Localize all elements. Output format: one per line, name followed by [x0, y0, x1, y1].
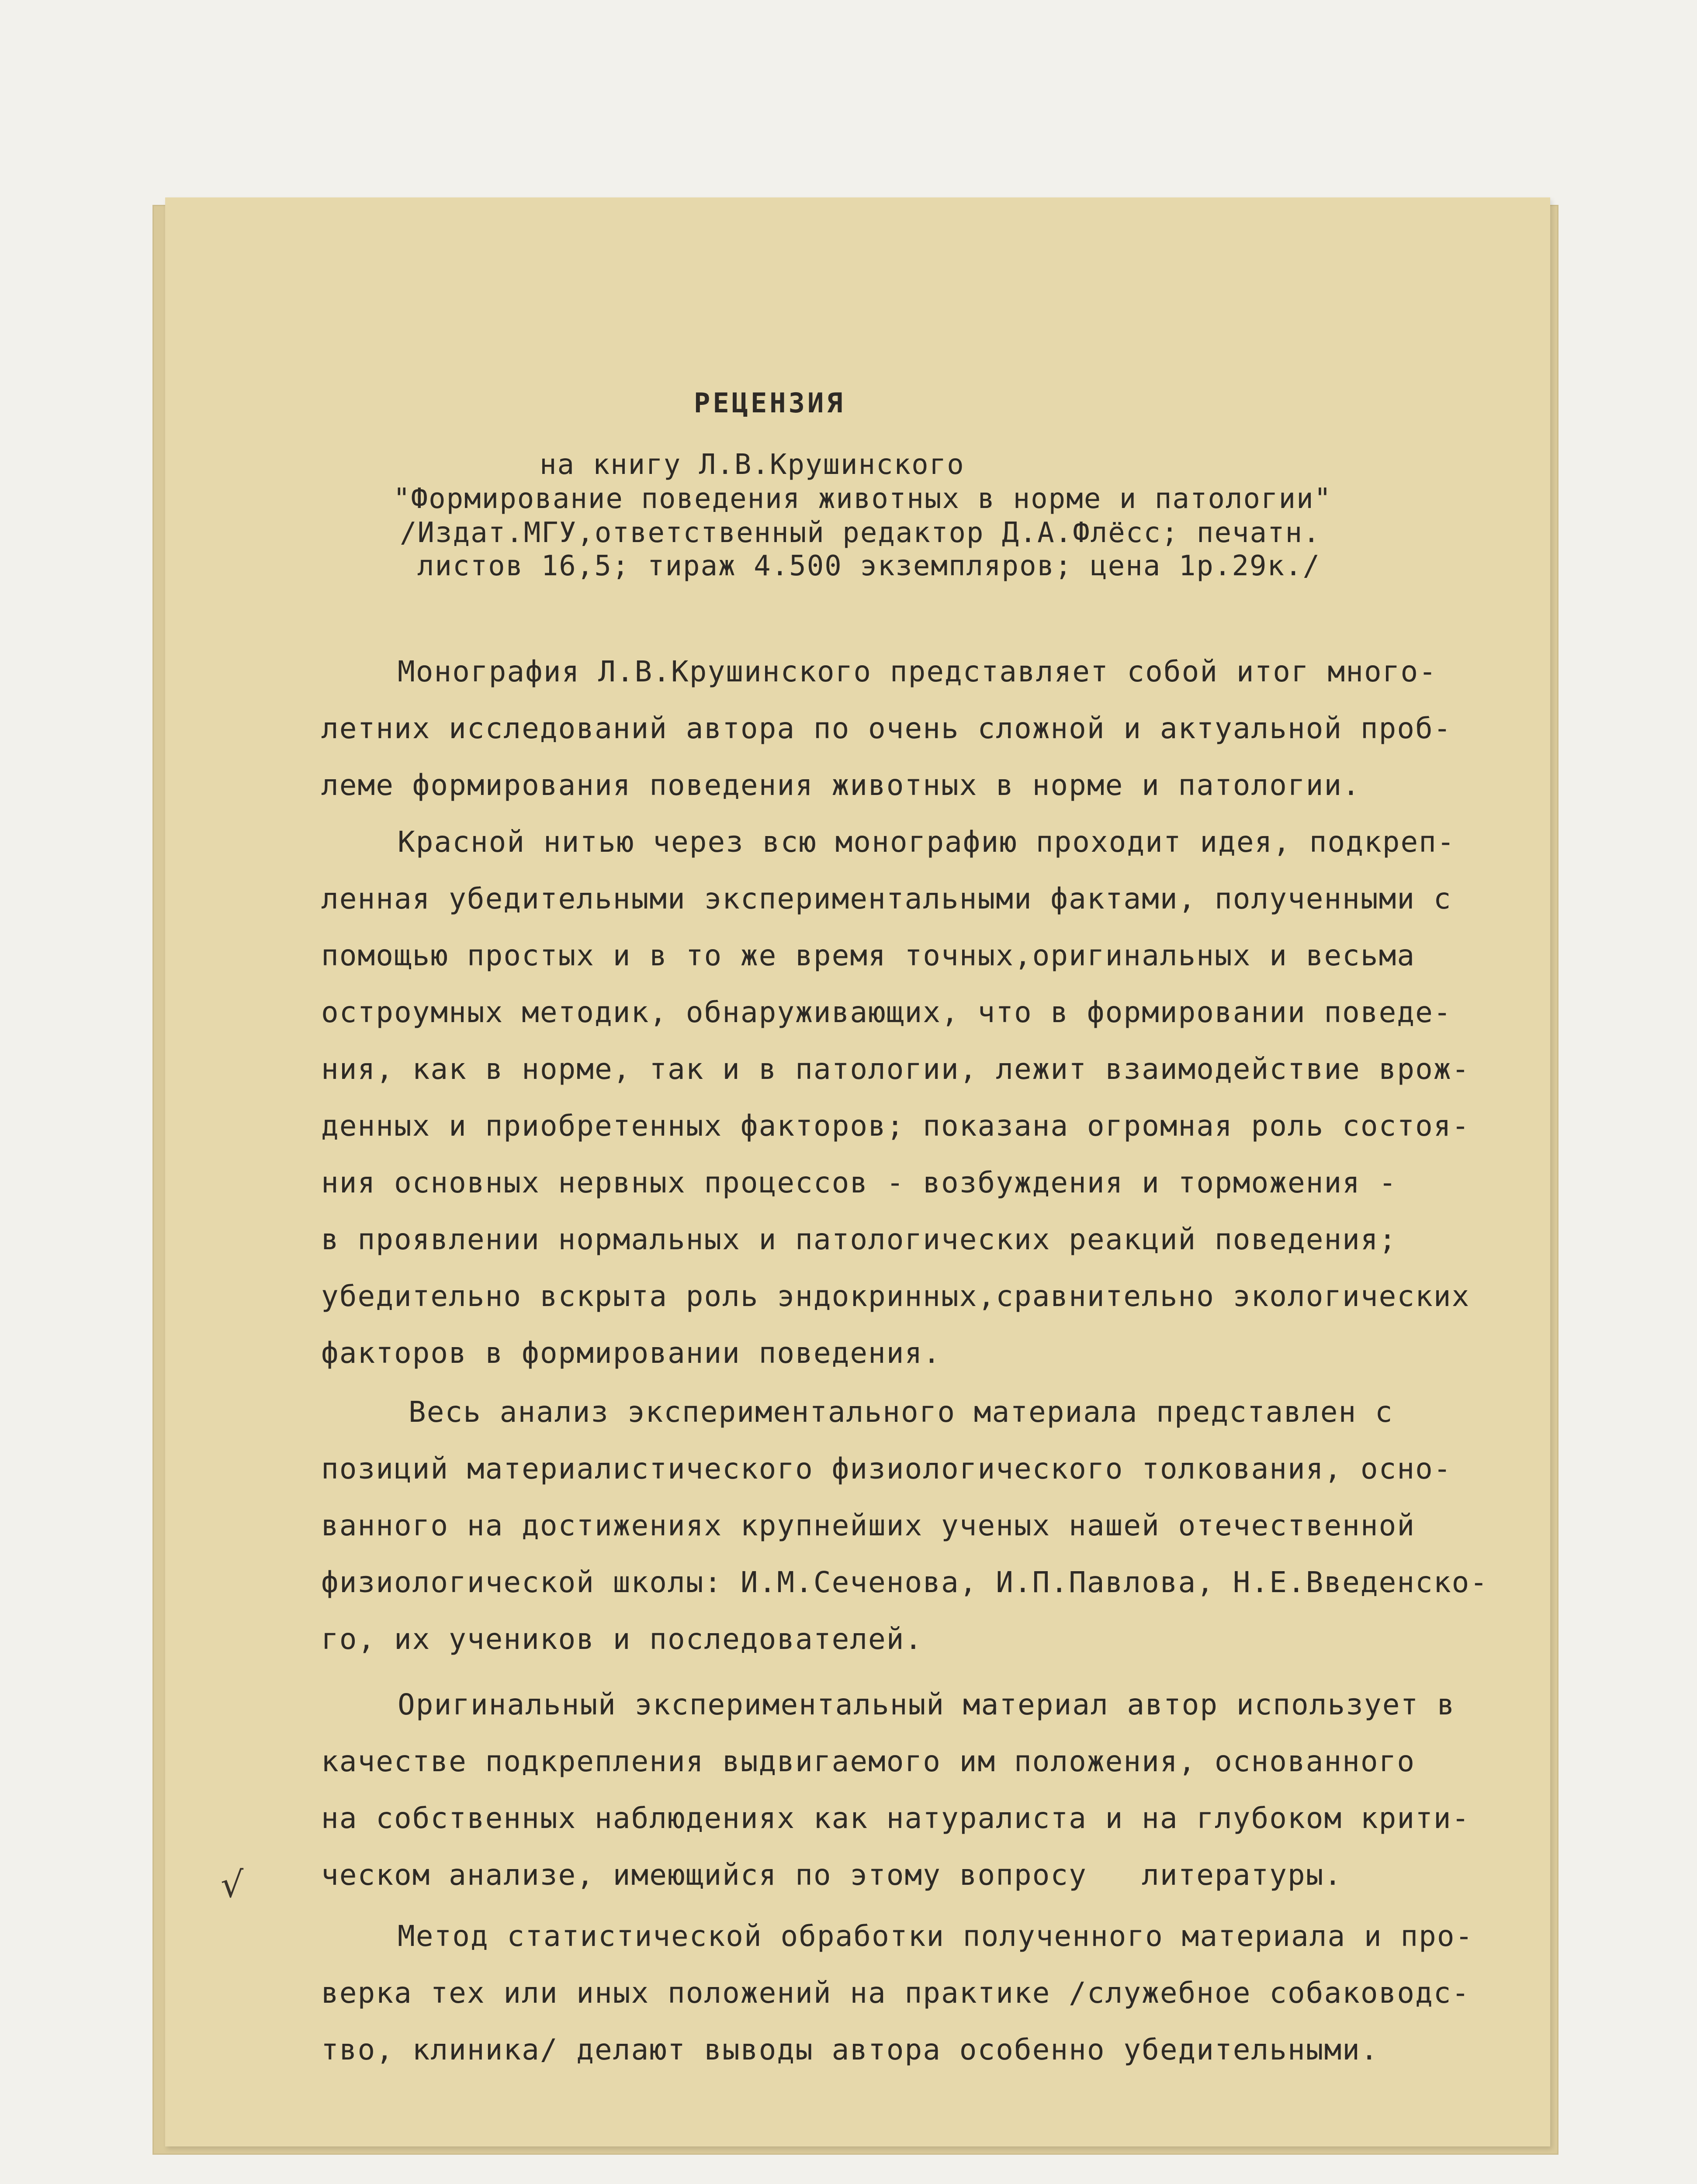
- body-line: верка тех или иных положений на практике /служебное собаководс-: [321, 1976, 1470, 2010]
- handwritten-check-mark: √: [221, 1864, 244, 1906]
- body-line: убедительно вскрыта роль эндокринных,сравнительно экологических: [321, 1279, 1470, 1313]
- body-line: остроумных методик, обнаруживающих, что в формировании поведе-: [321, 995, 1452, 1029]
- body-line: леме формирования поведения животных в норме и патологии.: [321, 768, 1361, 802]
- subtitle-line: листов 16,5; тираж 4.500 экземпляров; цена 1р.29к./: [417, 550, 1321, 582]
- body-line: качестве подкрепления выдвигаемого им положения, основанного: [321, 1745, 1416, 1778]
- body-line: го, их учеников и последователей.: [321, 1622, 923, 1656]
- body-line: физиологической школы: И.М.Сеченова, И.П.Павлова, Н.Е.Введенско-: [321, 1565, 1489, 1599]
- body-line: денных и приобретенных факторов; показана огромная роль состоя-: [321, 1109, 1470, 1143]
- body-line: ния, как в норме, так и в патологии, лежит взаимодействие врож-: [321, 1052, 1470, 1086]
- body-line: Весь анализ экспериментального материала представлен с: [409, 1395, 1393, 1429]
- subtitle-line: на книгу Л.В.Крушинского: [540, 449, 965, 481]
- body-line: позиций материалистического физиологического толкования, осно-: [321, 1452, 1452, 1486]
- body-line: Оригинальный экспериментальный материал автор использует в: [398, 1688, 1455, 1721]
- body-line: на собственных наблюдениях как натуралиста и на глубоком крити-: [321, 1801, 1470, 1835]
- body-line: в проявлении нормальных и патологических реакций поведения;: [321, 1223, 1397, 1256]
- body-line: Метод статистической обработки полученного материала и про-: [398, 1919, 1474, 1953]
- body-line: ванного на достижениях крупнейших ученых нашей отечественной: [321, 1509, 1416, 1542]
- subtitle-line: "Формирование поведения животных в норме и патологии": [393, 483, 1332, 515]
- document-title: РЕЦЕНЗИЯ: [694, 387, 845, 419]
- body-line: факторов в формировании поведения.: [321, 1336, 942, 1370]
- body-line: Монография Л.В.Крушинского представляет собой итог много-: [398, 655, 1437, 688]
- body-line: летних исследований автора по очень сложной и актуальной проб-: [321, 712, 1452, 745]
- body-line: тво, клиника/ делают выводы автора особенно убедительными.: [321, 2033, 1379, 2067]
- body-line: помощью простых и в то же время точных,оригинальных и весьма: [321, 939, 1416, 972]
- body-line: ческом анализе, имеющийся по этому вопросу литературы.: [321, 1858, 1343, 1892]
- body-line: Красной нитью через всю монографию проходит идея, подкреп-: [398, 825, 1455, 859]
- subtitle-line: /Издат.МГУ,ответственный редактор Д.А.Флёсс; печатн.: [400, 517, 1321, 549]
- body-line: ленная убедительными экспериментальными фактами, полученными с: [321, 882, 1452, 916]
- body-line: ния основных нервных процессов - возбуждения и торможения -: [321, 1166, 1397, 1199]
